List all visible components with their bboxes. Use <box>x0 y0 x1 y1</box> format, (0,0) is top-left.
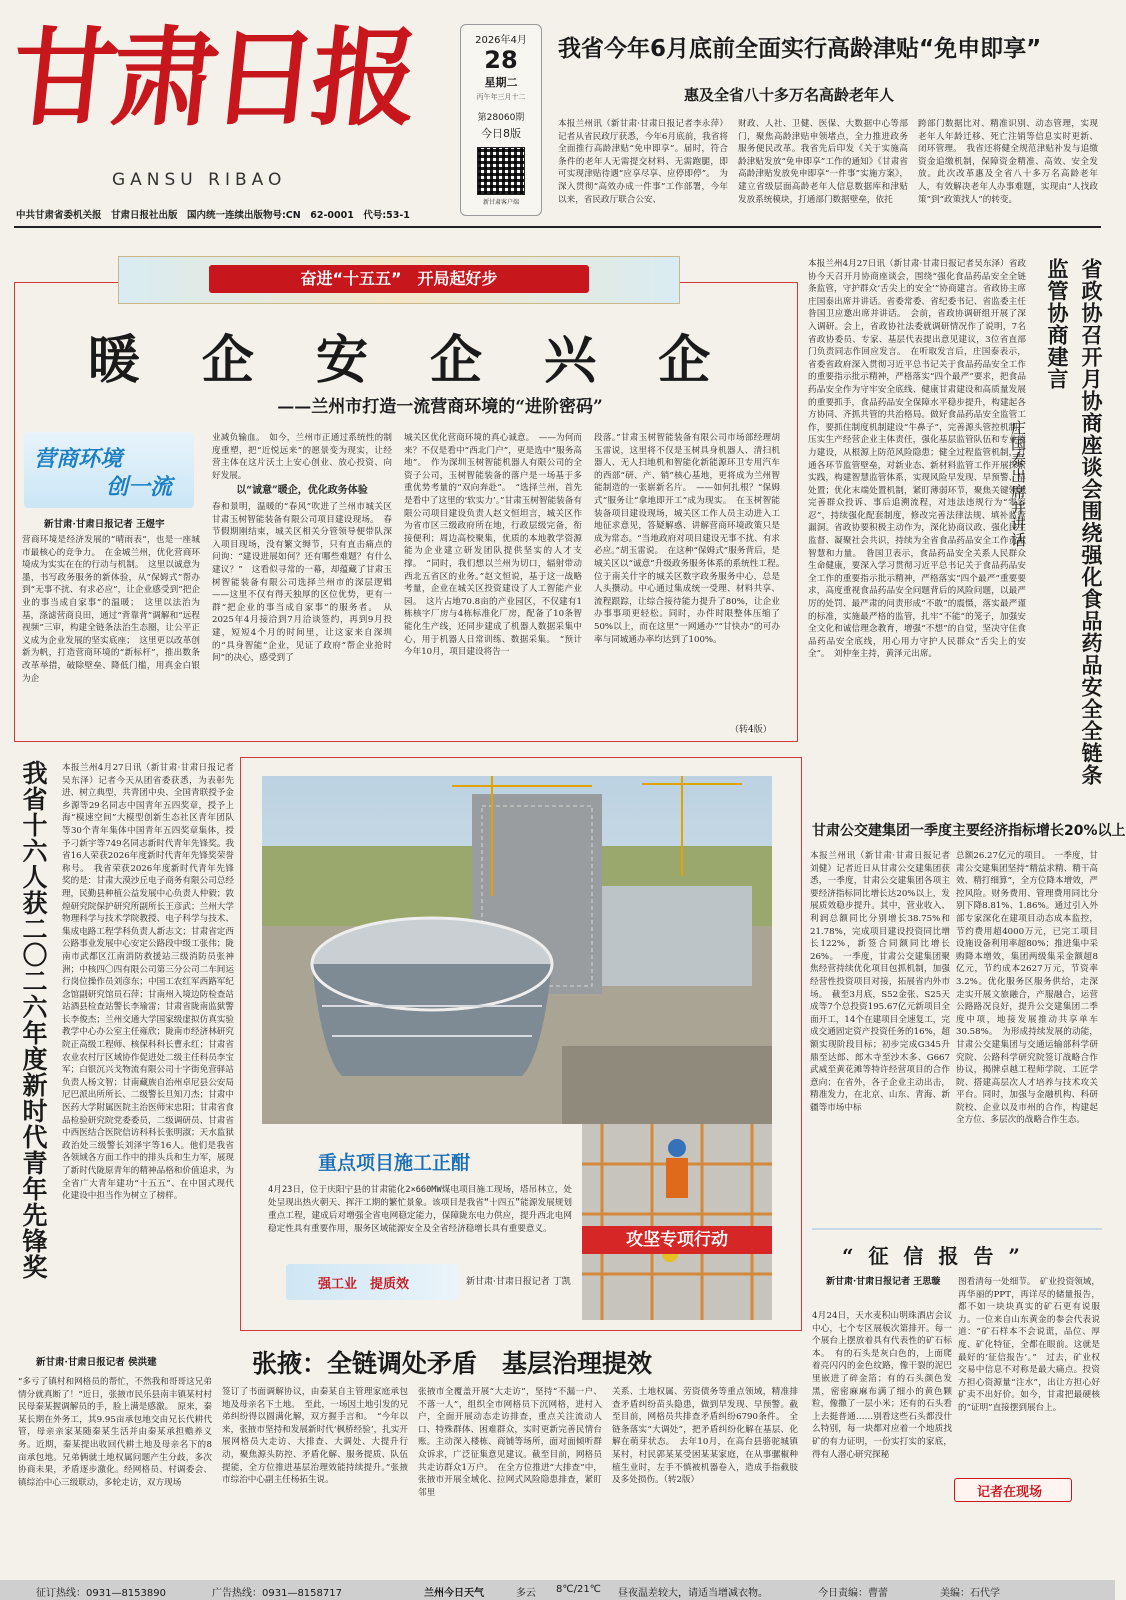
feature-col-2-text: 业减负输血。 如今，兰州市正通过系统性的制度重塑，把“近悦远来”的愿景变为现实，让经营主体在这片沃土上安心创业、放心投资、向好发展。 <box>212 433 392 481</box>
lead-title[interactable]: 我省今年6月底前全面实行高龄津贴“免申即享” <box>558 36 1042 62</box>
footer-weather-label: 兰州今日天气 <box>424 1588 484 1599</box>
lead-col-1: 本报兰州讯（新甘肃·甘肃日报记者李永萍）记者从省民政厅获悉，今年6月底前，我省将全面推行高龄津贴“免申即享”。届时，符合条件的老年人无需提交材料、无需跑腿，即可实现津贴待遇“应享尽享、应停即停”。 为深入贯彻“高效办成一件事”工作部署，今年以来，省民政厅联合公安、 <box>558 119 728 205</box>
lead-col-2: 财政、人社、卫健、医保、大数据中心等部门，聚焦高龄津贴申领堵点，全力推进政务服务便民改革。我省先后印发《关于实施高龄津贴发放“免申即享”工作的通知》《甘肃省高龄津贴发放免申即享“一件事”实施方案》，建立省级层面高龄老年人信息数据库和津贴发放系统模块，打通部门数据壁垒，依托 <box>738 119 908 205</box>
date-box <box>460 24 542 216</box>
date-year-month: 2026年4月 <box>475 35 527 46</box>
feature-byline: 新甘肃·甘肃日报记者 王煜宇 <box>44 519 165 530</box>
masthead-logo-text: 甘肃日报 <box>5 15 419 140</box>
youth-body: 本报兰州4月27日讯（新甘肃·甘肃日报记者吴东泽）记者今天从团省委获悉，为表彰先进、树立典型，共青团中央、全国青联授予金乡源等29名同志中国青年五四奖章，授予上海“模速空间”大模型创新生态社区青年团队等30个青年集体中国青年五四奖章集体，授予刁新宇等749名同志新时代青年先锋奖。我省16人荣获2026年度新时代青年先锋奖荣誉称号。 我省荣获2026年度新时代青年先锋奖的是：甘肃大漠沙丘电子商务有限公司总经理，民勤县种植公益发展中心负责人仲毅；敦煌研究院保护研究所副所长王彦武；兰州大学物理科学与技术学院教授、电子科学与技术、集成电路工程学科负责人新志文；甘肃省定西公路事业发展中心安定公路段中级工张伟；陇南市武都区江南消防救援站三级消防员张神洲；中核四〇四有限公司第三分公司二车间运行岗位操作员刘彦东；中国工农红军西路军纪念馆副研究馆员石萍；甘南州入境边防检查站站酒县检查站警长李瑜雷；甘肃省陇南监狱警长李俊杰；兰州交通大学国家级虚拟仿真实验教学中心办公室主任雍欣；陇南市经济林研究院正高级工程师、核保科科长曹永红；甘肃省农业农村厅区域协作促进处二级主任科员李宝军；白银沉兴戈物流有限公司十字街免营驿站负责人杨文智；甘南藏族自治州卓尼县公安局尼巴派出所所长、二级警长旦知刀杰；甘肃中医药大学附属医院主治医师宋忠阳；甘肃省食品检验研究院党委委员，二级调研员、甘肃省中西医结合医院信访科科长张明淑；天水监狱政治处三级警长刘泽宇等16人。他们是我省各领域各方面工作中的排头兵和生力军，展现了新时代陇原青年的精神品格和价值追求，为全省广大青年建功“十五五”、在中国式现代化建设中担当作为树立了榜样。 <box>62 763 234 1202</box>
construction-photo <box>262 776 772 1124</box>
feature-logo-line1: 营商环境 <box>34 446 123 472</box>
feature-subtitle: ——兰州市打造一流营商环境的“进阶密码” <box>277 397 603 417</box>
footer-editor: 今日责编：曹蕾 <box>818 1588 888 1599</box>
zhangye-col-2: 签订了书面调解协议，由秦某自主管理家庭承包地及母亲名下土地。 至此，一场因土地引发的兄弟纠纷得以圆满化解，双方握手言和。 “今年以来，张掖市坚持和发展新时代‘枫桥经验’，扎实开展网格员大走访、大排查、大调处、大提升行动，聚焦源头防控、矛盾化解、服务提质、队伍提能，全方位推进基层治理效能持续提升。”张掖市综治中心副主任杨拓生说。 <box>222 1387 408 1486</box>
cppcc-vertical-subtitle: 庄国泰出席并讲话 <box>1009 420 1027 548</box>
feature-continued: （转4版） <box>730 725 772 735</box>
footer-weather: 多云 <box>516 1588 536 1599</box>
zhangye-col-4: 关系、土地权属、劳资债务等重点领域，精准排查矛盾纠纷苗头隐患，做到早发现、早预警。截至目前，网格员共排查矛盾纠纷6790条件。 全链条落实“大调处”，把矛盾纠纷化解在基层、化解在萌芽状态。 去年10月，在高台县骆驼城镇某村，村民郭某某受困某某家庭，在从事骡椒种植生业时，左手不慎被机器卷入，造成手指截肢及多处损伤。（转2版） <box>612 1387 798 1486</box>
photo-credit: 新甘肃·甘肃日报记者 丁凯 <box>466 1277 571 1287</box>
feature-title[interactable]: 暖 企 安 企 兴 企 <box>87 330 733 391</box>
footer-bar <box>0 1580 1115 1600</box>
credit-report-logo-text: 记者在现场 <box>977 1485 1043 1500</box>
date-issue: 第28060期 <box>477 113 525 123</box>
footer-designer: 美编：石代学 <box>940 1588 1000 1599</box>
footer-weather-note: 昼夜温差较大，请适当增减衣物。 <box>618 1588 768 1599</box>
lead-subtitle: 惠及全省八十多万名高龄老年人 <box>684 86 895 104</box>
zhangye-col-3: 张掖市全覆盖开展“大走访”，坚持“不漏一户、不落一人”，组织全市网格员下沉网格，进村入户，全面开展动态走访排查，重点关注流动人口、特殊群体、困难群众，实时更新完善民情台账。主动深入楼栋、商铺等场所，面对面倾听群众诉求，广泛征集意见建议。截至目前，网格员共走访群众1万户。 在全方位推进“大排查”中，张掖市开展全域化、拉网式风险隐患排查，紧盯邻里 <box>418 1387 602 1498</box>
bus-col-1: 本报兰州讯（新甘肃·甘肃日报记者刘健）记者近日从甘肃公交建集团获悉，一季度，甘肃公交建集团各项主要经济指标同比增长达20%以上，发展质效稳步提升。其中，营业收入、利润总额同比分别增长38.75%和21.78%，完成项目建设投资同比增长122%，新签合同额同比增长26%。 一季度，甘肃公交建集团聚焦经营持续优化项目包抓机制，加强经营性投资项目对接，拓展省内外市场。 截至3月底，S52金张、S25天成等7个总投资195.67亿元新项目全面开工，14个在建项目全速复工，完成交通固定资产投资任务的16%，超额实现阶段目标；初步完成G345升鼎至达郎、郎木寺至沙木多、G667武威至黄花滩等特许经营项目的合作意向；在省外，各子企业主动出击，精准发力，在北京、山东、青海、新疆等市场中标 <box>810 851 950 1113</box>
credit-report-logo <box>954 1478 1072 1502</box>
photo-inset <box>582 1124 772 1320</box>
publisher-line: 中共甘肃省委机关报 甘肃日报社出版 国内统一连续出版物号:CN 62-0001 代号:53-1 <box>16 210 410 221</box>
qr-label: 新甘肃客户端 <box>482 199 519 206</box>
feature-col-2-subhead: 以“诚意”暖企，优化政务体验 <box>236 485 368 497</box>
cppcc-vertical-title[interactable]: 省政协召开月协商座谈会围绕强化食品药品安全全链条监管协商建言 <box>1045 258 1103 786</box>
masthead-romanized: GANSU RIBAO <box>112 170 287 190</box>
credit-report-title[interactable]: “ 征 信 报 告 ” <box>842 1244 1024 1268</box>
photo-caption: 4月23日，位于庆阳宁县的甘肃能化2×660MW煤电项目施工现场，塔吊林立，处处呈现出热火朝天、挥汗工期的繁忙景象。该项目是我省“十四五”能源发展规划重点工程，建成后对增强全省电网稳定能力，保障陇东电力供应，提升西北电网稳定性具有重要作用，服务区域能源安全及全省经济稳增长具有重要意义。 <box>268 1185 572 1234</box>
lead-col-3: 跨部门数据比对、精准识别、动态管理，实现老年人年龄迁移、死亡注销等信息实时更新、闭环管理。 我省还将健全规范津贴补发与追缴资金追缴机制，保障资金精准、高效、安全发放。此次改革惠及全省八十多万名高龄老年人，有效解决老年人办事难题，实现由“人找政策”到“政策找人”的转变。 <box>918 119 1098 205</box>
feature-col-2-text-b: 春和景明，温暖的“春风”吹进了兰州市城关区甘肃玉树智能装备有限公司项目建设现场。 春节假期刚结束，城关区相关分管领导便带队深入项目现场，没有繁文缛节，只有直击痛点的问询：“建设进展如何？还有哪些难题？有什么建议？” 这看似寻常的一幕，却蕴藏了甘肃玉树智能装备有限公司选择兰州市的深层逻辑——这里不仅有得天独厚的区位优势，更有一群“把企业的事当成自家事”的服务者。 从2025年4月接洽到7月洽谈签约，再到9月投建，短短4个月的时间里，让这家来自深圳的“具身智能”企业，见证了政府“帮企业抢时间”的决心，感受到了 <box>212 501 392 664</box>
date-lunar: 丙午年三月十二 <box>476 93 526 101</box>
photo-badge <box>286 1264 458 1300</box>
worker-photo <box>582 1124 772 1320</box>
youth-vertical-title[interactable]: 我省十六人获二〇二六年度新时代青年先锋奖 <box>19 760 48 1280</box>
photo-title[interactable]: 重点项目施工正酣 <box>318 1152 471 1174</box>
credit-report-byline: 新甘肃·甘肃日报记者 王思璇 <box>826 1277 941 1287</box>
bus-col-2: 总额26.27亿元的项目。 一季度，甘肃公交建集团坚持“精益求精、精干高效、精打细算”，全方位降本增效，严控风险。财务费用、管理费用同比分别下降8.81%、1.86%。通过引入外部专家深化在建项目动态成本监控，节约费用超4000万元，已完工项目设施设备利用率超80%；推进集中采购降本增效，集团两级集采金额超8亿元，节约成本2627万元，节资率3.2%。优化服务区服务供给，走深走实开展文旅融合，产服融合，运营公路路况良好，提升公交建集团二季度中项，地接发展推动共享单车30.58%。 为形成持续发展的动能，甘肃公交建集团与交通运输部科学研究院、公路科学研究院签订战略合作协议，揭牌卓越工程师学院、工匠学院、搭建高层次人才培养与技术攻关平台。同时，加强与金融机构、科研院校、企业以及市州的合作，构建起全方位、多层次的战略合作生态。 <box>956 851 1098 1126</box>
feature-logo-line2: 创一流 <box>106 474 173 500</box>
date-weekday: 星期二 <box>484 76 518 89</box>
footer-temp: 8℃/21℃ <box>556 1584 601 1595</box>
header-rule <box>14 226 1101 228</box>
feature-banner-text: 奋进“十五五” 开局起好步 <box>209 265 589 293</box>
photo-main <box>262 776 772 1124</box>
feature-col-3: 城关区优化营商环境的真心诚意。 ——为何而来？不仅是看中“西北门户”，更是选中“服务高地”。 作为深圳玉树智能机器人有限公司的全资子公司，玉树智能装备的落户是一场基于多重优势考量的“双向奔赴”。 “选择兰州，首先是看中了这里的‘软实力’。”甘肃玉树智能装备有限公司项目建设负责人赵文恒坦言，城关区作为省市区三级政府所在地，行政层级完备，衔接便利；周边高校聚集，优质的本地教学资源能为企业建立研发团队提供坚实的人才支撑。 “同时，我们想以兰州为切口，辐射带动西北五省区的业务。”赵文恒说，基于这一战略考量，企业在城关区投资建设了人工智能产业园。 这片占地70.8亩的产业园区，不仅建有1栋核字厂房与4栋标准化厂房，配备了10条智能化生产线，还同步建成了机器人数据采集中心，用于机器人日常训练、数据采集。 “预计今年10月，项目建设将告一 <box>404 433 582 658</box>
photo-banner-sign: 攻坚专项行动 <box>582 1226 772 1254</box>
bus-title[interactable]: 甘肃公交建集团一季度主要经济指标增长20%以上 <box>812 823 1126 839</box>
footer-ad-hotline: 广告热线：0931—8158717 <box>212 1588 342 1599</box>
feature-col-1: 营商环境是经济发展的“晴雨表”，也是一座城市最核心的竞争力。 在金城兰州，优化营商环境成为实实在在的行动与机制。 这里以诚意为墨，书写政务服务的新体验，从“保姆式”帮办到“无事不扰、有求必应”，让企业感受到“把企业的事当成自家事”的温暖； 这里以法治为基，涤滤营商良田，通过“背靠背”调解和“远程视频”三审，构建全链条法治生态圈，让公平正义成为企业发展的坚实底座； 这里更以改革创新为帆，打造营商环境的“新标杆”，推出数条改革举措，破除壁垒、降低门槛，用真金白银为企 <box>22 535 200 684</box>
date-pages: 今日8版 <box>481 127 521 140</box>
masthead-logo <box>5 15 442 190</box>
date-day: 28 <box>484 46 518 74</box>
credit-report-col-2: 图看清每一处细节。 矿业投资领域，再华丽的PPT，再详尽的储量报告，都不如一块块真实的矿石更有说服力。一位来自山东黄金的参会代表说道：“矿石样本不会说谎，品位、厚度、矿化特征，全都在眼前。这就是最好的‘征信报告’。” 过去，矿业权交易中信息不对称是最大痛点。投资方担心资源量“注水”，出让方担心好矿卖不出好价。如今，甘肃把最硬核的“证明”直接摆到展台上。 <box>958 1277 1100 1413</box>
qr-code-icon[interactable] <box>477 147 525 195</box>
cppcc-body: 本报兰州4月27日讯（新甘肃·甘肃日报记者吴东泽）省政协今天召开月协商座谈会，围绕“强化食品药品安全全链条监管，守护群众‘舌尖上的安全’”协商建言。省政协主席庄国泰出席并讲话。省委常委、省纪委书记、省监委主任昝国卫应邀出席并讲话。 会前，省政协调研组开展了深入调研。会上，省政协社法委就调研情况作了说明，7名省政协委员、专家、基层代表提出意见建议，3位省直部门负责同志作回应发言。 在听取发言后，庄国泰表示，省委省政府深入贯彻习近平总书记关于食品药品安全工作的重要指示批示精神，严格落实“四个最严”要求，把食品药品安全作为守牢安全底线、健康甘肃建设和高质量发展的重要抓手，食品药品安全保障水平稳步提升，构建起各方协同、齐抓共管的共治格局。做好食品药品安全监管工作，要抓住制度机制建设“牛鼻子”，完善源头管控机制，压实生产经营企业主体责任，强化基层监管队伍和专业能力建设，从根源上防范风险隐患；健全过程监管机制，打通各环节监管壁垒，对新业态、新材料监管工作开展探索实践，构建智慧监管体系，实现风险早发现、早预警、早处置；优化末端处置机制，紧盯薄弱环节，聚焦关键领域完善群众投诉、事后追溯流程，对违法违规行为“零容忍”，持续强化配套制度，修改完善法律法规、填补监管漏洞。省政协要积极主动作为，深化协商议政、强化民主监督、凝聚社会共识，持续为全省食品药品安全工作贡献智慧和力量。 昝国卫表示，食品药品安全关系人民群众生命健康，要深入学习贯彻习近平总书记关于食品药品安全工作的重要指示批示精神，严格落实“四个最严”重要要求，高度重视食品药品安全问题背后的风险问题，以最严厉的处罚、最严肃的问责形成“不敢”的震慑，落实最严谨的标准，实施最严格的监管，扎牢“不能”的笼子，加强安全文化和诚信理念教育，增强“不想”的自觉，坚决守住食品药品安全底线，用心用力守护人民群众“舌尖上的安全”。 刘仲奎主持，黄泽元出席。 <box>808 259 1026 660</box>
zhangye-byline: 新甘肃·甘肃日报记者 侯洪建 <box>36 1357 157 1368</box>
zhangye-col-1: “多亏了镇村和网格员的帮忙，不然我和哥哥这兄弟情分就真断了！”近日，张掖市民乐县南丰镇某村村民母秦某握调解员的手，脸上满是感激。 原来，秦某长期在外务工，其9.95亩承包地交由兄长代耕代管，母亲亲家某随秦某生活并由秦某承担赡养义务。近期，秦某提出收回代耕土地及母亲名下的8亩承包地。兄弟俩就土地权属问题产生分歧，多次协商未果，矛盾逐步激化。经网格员、村调委会、镇综治中心三级联动，多轮走访，双方现场 <box>18 1377 212 1488</box>
credit-report-col-1: 4月24日，天水麦积山明珠酒店会议中心，七个专区展板次第排开。每一个展台上摆放着具有代表性的矿石标本。 有的石头是灰白色的，上面爬着亮闪闪的金色纹路，像干裂的泥巴里嵌进了碎金箔；有的石头颜色发黑，密密麻麻布满了细小的黄色颗粒，像撒了一层小米；还有的石头看上去挺普通……别看这些石头都没什么特别，每一块都对应着一个地质找矿的有力证明，一份实打实的家底，得有人潜心研究探秘 <box>812 1311 952 1460</box>
feature-col-4: 段落。”甘肃玉树智能装备有限公司市场部经理胡玉雷说，这里将不仅是玉树具身机器人、清扫机器人、无人扫地机和智能化新能源环卫专用汽车的西部“研、产、销”核心基地，更将成为兰州智能制造的一张崭新名片。 ——如何扎根？“保姆式”服务让“拿地即开工”成为现实。 在玉树智能装备项目建设现场，城关区工作人员主动进入工地征求意见，答疑解惑、讲解营商环境政策只是成为常态。“当地政府对项目建设无事不扰、有求必应。”胡玉雷说。 在这种“保姆式”服务背后，是城关区以“诚意”升级政务服务体系的系统性工程。 位于南关什字的城关区数字政务服务中心，总是人头攒动。中心通过集成统一受理、材料共享、流程跟踪，让综合接待能力提升了80%，让企业办事事项更轻松。同时，办件时限整体压缩了50%以上，而在这里“一网通办”“甘快办”的可办率与同城通办率均达到了100%。 <box>594 433 789 645</box>
photo-badge-text: 强工业 提质效 <box>318 1277 410 1292</box>
feature-banner <box>118 256 680 304</box>
footer-hotline: 征订热线：0931—8153890 <box>36 1588 166 1599</box>
feature-col-2 <box>212 432 392 734</box>
feature-logo <box>24 432 194 508</box>
zhangye-title[interactable]: 张掖：全链调处矛盾 基层治理提效 <box>252 1349 653 1378</box>
